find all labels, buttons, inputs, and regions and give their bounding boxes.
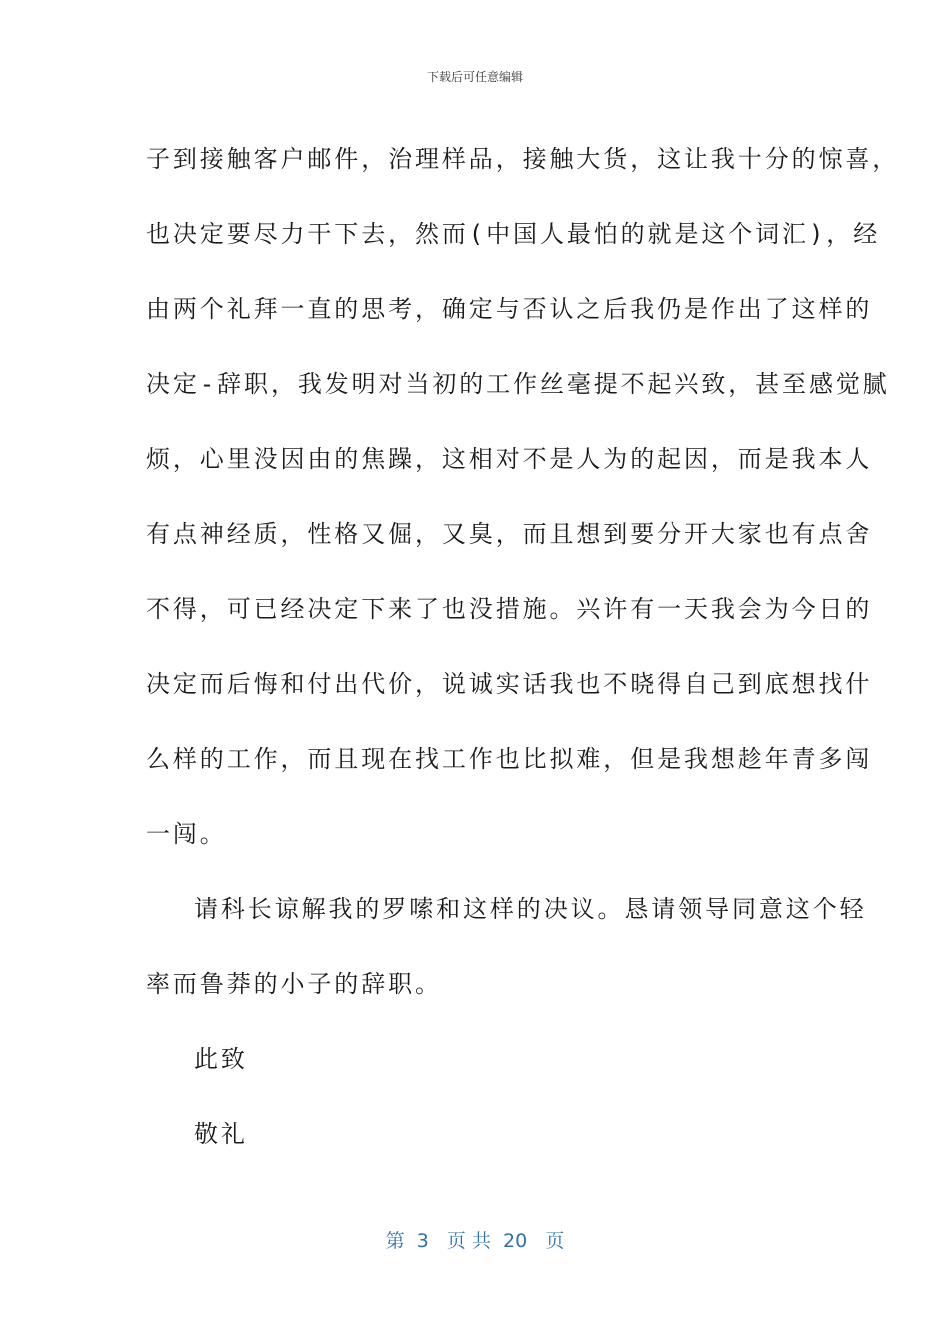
closing-regards: 敬礼 — [194, 1120, 248, 1148]
text-line: 也决定要尽力干下去，然而(中国人最怕的就是这个词汇)，经 — [146, 220, 881, 248]
text-line: 么样的工作，而且现在找工作也比拟难，但是我想趁年青多闯 — [146, 745, 873, 773]
text-line: 不得，可已经决定下来了也没措施。兴许有一天我会为今日的 — [146, 595, 873, 623]
text-line: 一闯。 — [146, 820, 227, 848]
text-line: 决定-辞职，我发明对当初的工作丝毫提不起兴致，甚至感觉腻 — [146, 370, 890, 398]
text-line: 有点神经质，性格又倔，又臭，而且想到要分开大家也有点舍 — [146, 520, 873, 548]
paragraph-first-line: 请科长谅解我的罗嗦和这样的决议。恳请领导同意这个轻 — [194, 895, 867, 923]
text-line: 由两个礼拜一直的思考，确定与否认之后我仍是作出了这样的 — [146, 295, 873, 323]
letter-body — [146, 122, 900, 1172]
text-line: 子到接触客户邮件，治理样品，接触大货，这让我十分的惊喜， — [146, 145, 900, 173]
text-line: 决定而后悔和付出代价，说诚实话我也不晓得自己到底想找什 — [146, 670, 873, 698]
closing-salutation: 此致 — [194, 1045, 248, 1073]
text-line: 烦，心里没因由的焦躁，这相对不是人为的起因，而是我本人 — [146, 445, 873, 473]
header-note: 下载后可任意编辑 — [426, 70, 523, 84]
page-number-footer: 第 3 页 共 20 页 — [385, 1230, 565, 1252]
text-line: 率而鲁莽的小子的辞职。 — [146, 970, 442, 998]
